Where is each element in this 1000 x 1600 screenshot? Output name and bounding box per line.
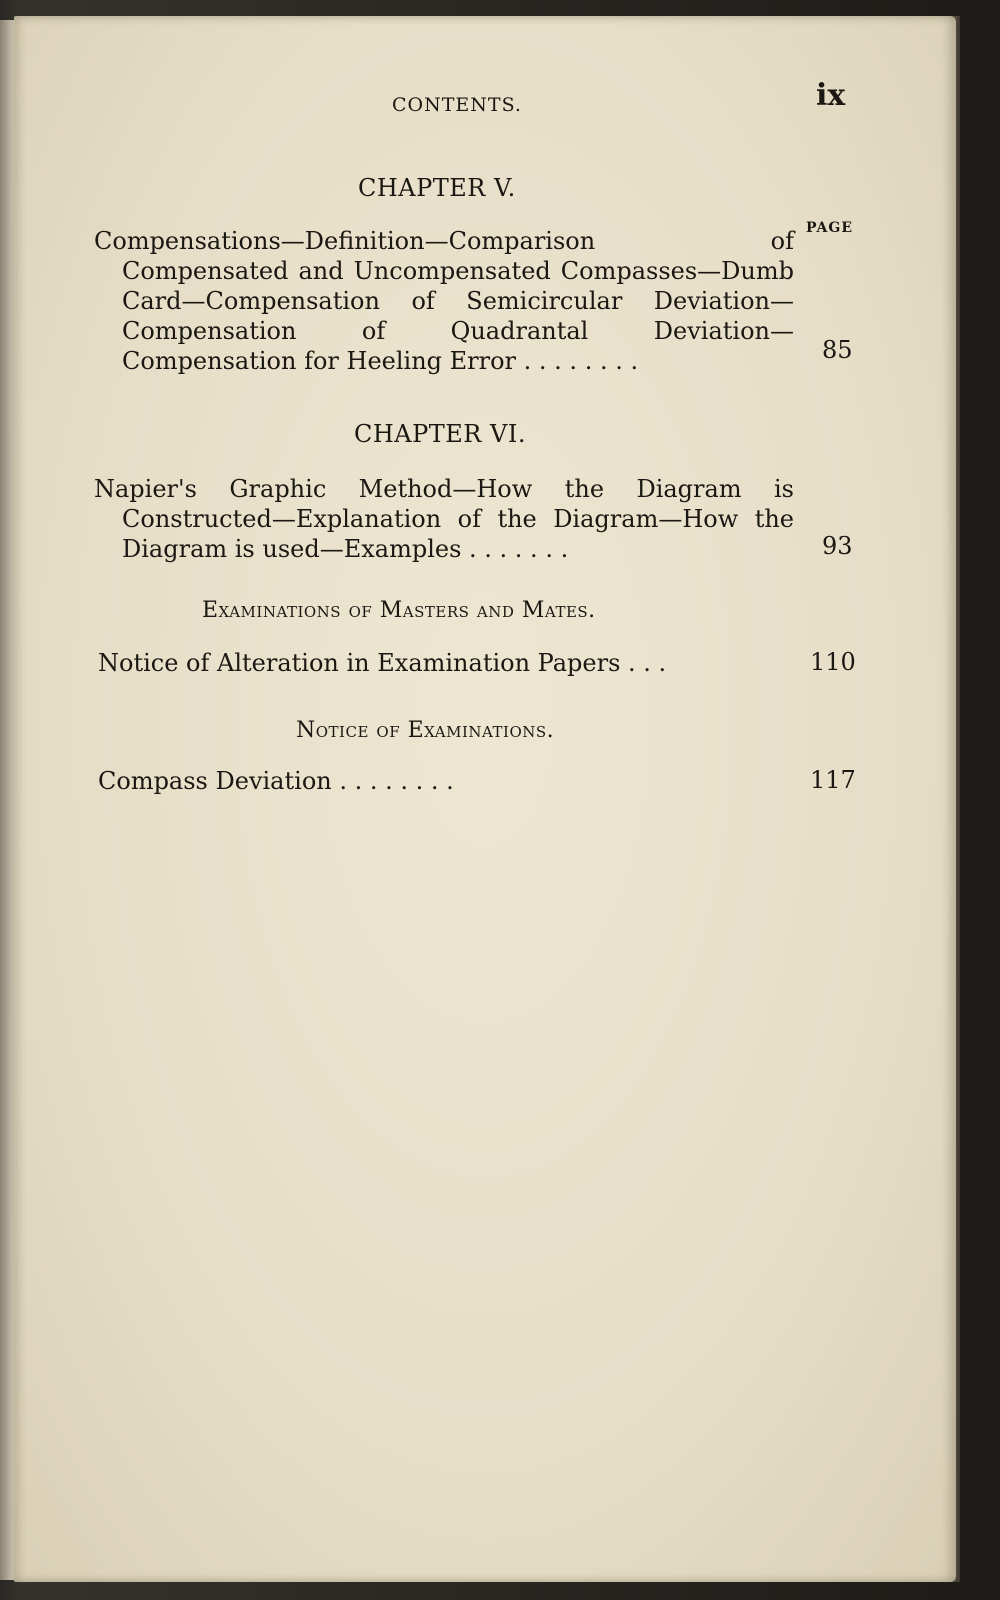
notice-entry: Compass Deviation . . . . . . . . bbox=[98, 767, 454, 795]
chapter-5-entry bbox=[94, 226, 794, 376]
examinations-heading: Examinations of Masters and Mates. bbox=[202, 598, 596, 623]
chapter-5-heading: CHAPTER V. bbox=[358, 174, 516, 202]
book-page bbox=[14, 16, 956, 1582]
examinations-entry: Notice of Alteration in Examination Papers . . . bbox=[98, 649, 667, 677]
chapter-6-heading: CHAPTER VI. bbox=[354, 420, 526, 448]
chapter-6-text: Napier's Graphic Method—How the Diagram is Constructed—Explanation of the Diagram—How the Diagram is used—Examples . . . . . . . bbox=[94, 475, 794, 563]
chapter-5-text: Compensations—Definition—Comparison of Compensated and Uncompensated Compasses—Dumb Card—Compensation of Semicircular Deviation—Compensation of Quadrantal Deviation—Compensation for Heeling Error . . . . . . . . bbox=[94, 227, 794, 375]
chapter-6-entry bbox=[94, 474, 794, 564]
examinations-page: 110 bbox=[810, 648, 856, 676]
page-number: ix bbox=[816, 78, 846, 113]
chapter-6-page: 93 bbox=[822, 532, 853, 560]
notice-heading: Notice of Examinations. bbox=[296, 718, 555, 743]
page-column-label: PAGE bbox=[806, 220, 853, 236]
chapter-5-page: 85 bbox=[822, 336, 853, 364]
notice-page: 117 bbox=[810, 766, 856, 794]
running-header: CONTENTS. bbox=[392, 94, 522, 116]
